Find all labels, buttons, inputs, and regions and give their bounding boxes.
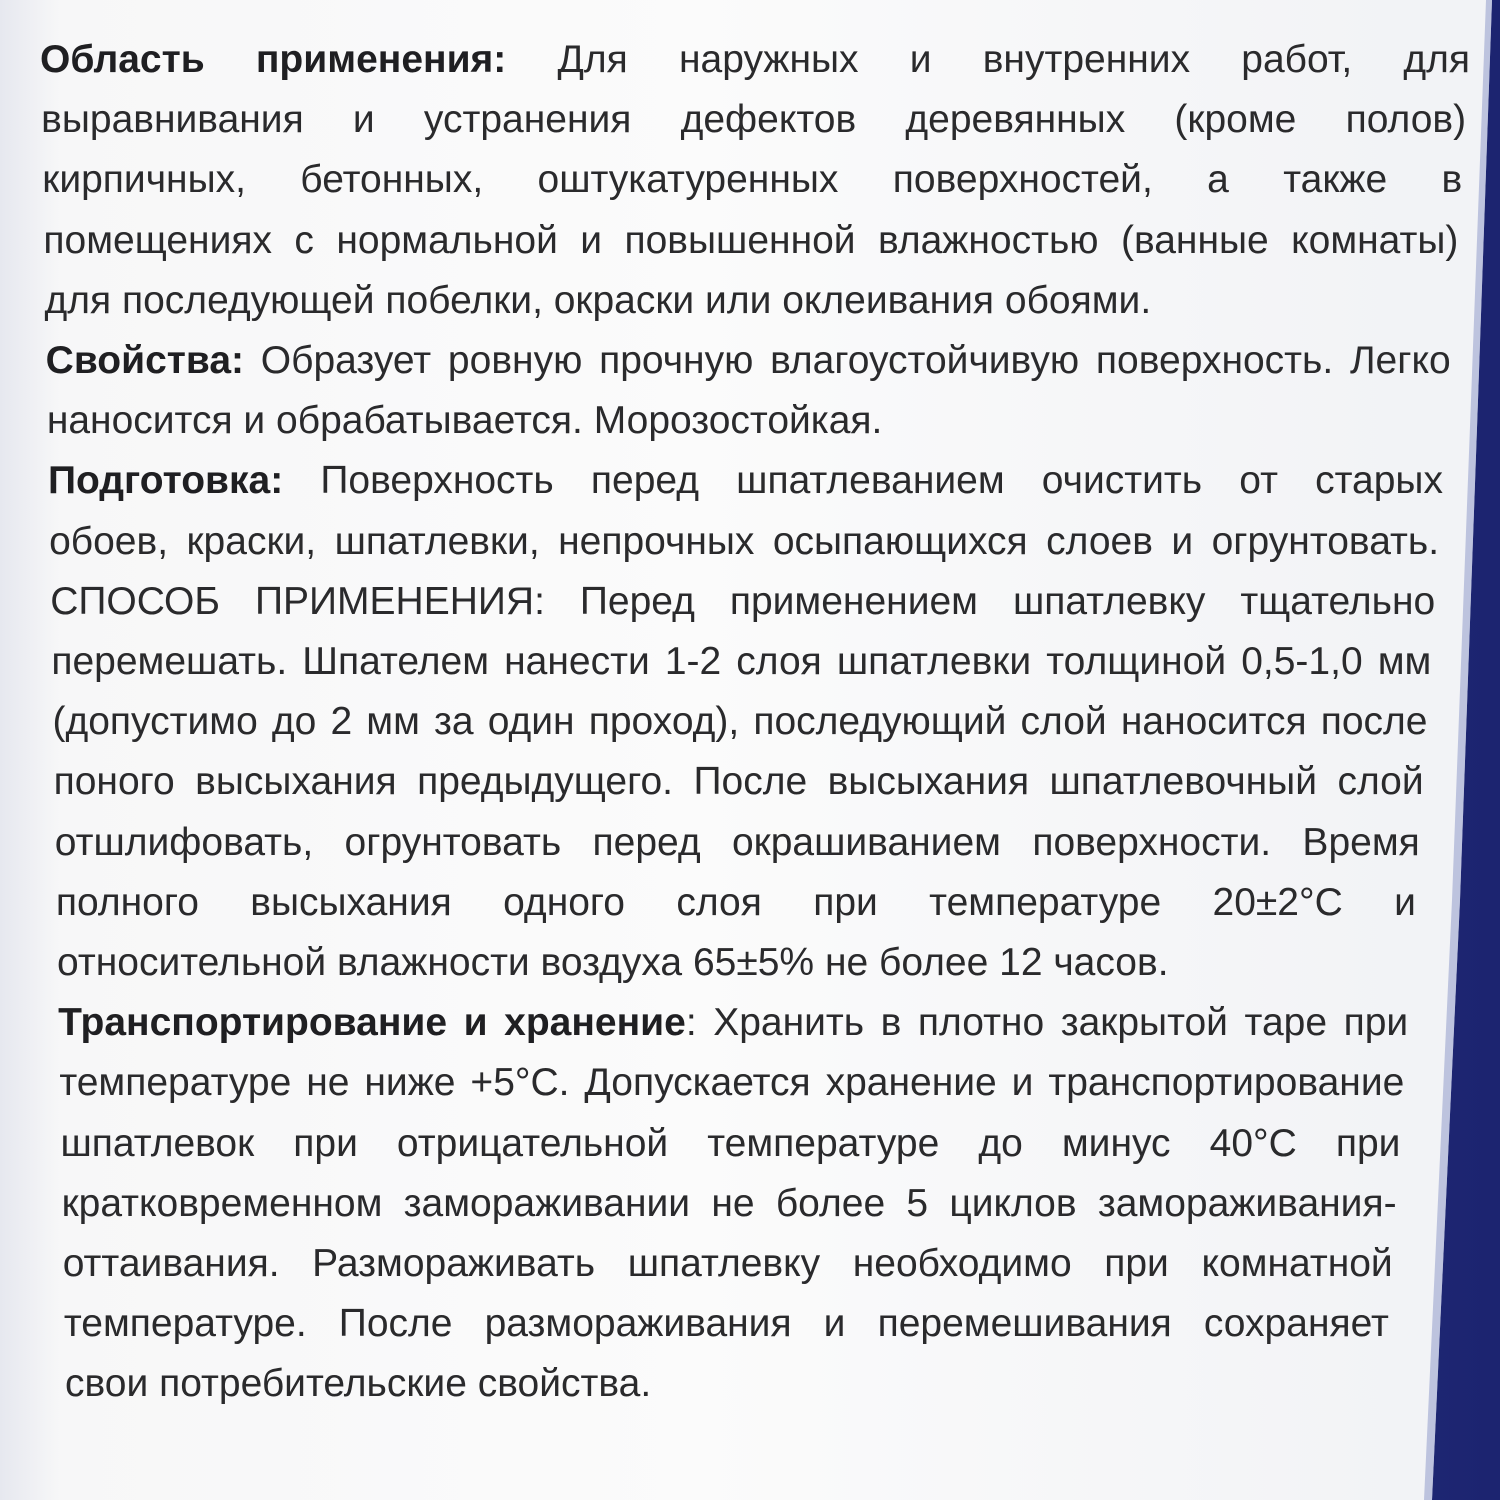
line-text: отшлифовать, огрунтовать перед окрашиванием поверхности. Время [54,820,1420,864]
text-line [46,333,1451,389]
text-line [43,213,1458,269]
text-line [62,1176,1397,1232]
line-text: Поверхность перед шпатлеванием очистить от старых [283,459,1443,503]
line-text: свои потребительские свойства. [65,1362,652,1406]
line-text: температуре не ниже +5°С. Допускается хранение и транспортирование [59,1061,1405,1105]
line-text: относительной влажности воздуха 65±5% не более 12 часов. [57,941,1169,984]
line-text: (допустимо до 2 мм за один проход), последующий слой наносится после [52,700,1428,744]
line-text: Для наружных и внутренних работ, для [506,38,1471,81]
line-text: Образует ровную прочную влагоустойчивую поверхность. Легко [244,339,1451,382]
text-line [51,634,1431,690]
text-line [59,1055,1404,1111]
line-text: полного высыхания одного слоя при температуре 20±2°С и [55,880,1416,924]
line-text: температуре. После размораживания и перемешивания сохраняет [63,1302,1389,1346]
line-text: помещениях с нормальной и повышенной влажностью (ванные комнаты) [43,218,1459,262]
line-text: оттаивания. Размораживать шпатлевку необходимо при комнатной [62,1242,1393,1285]
line-text: обоев, краски, шпатлевки, непрочных осыпающихся слоев и огрунтовать. [49,519,1440,563]
section-label: Подготовка: [47,459,284,503]
text-line [57,935,1412,991]
text-line [48,453,1443,509]
line-text: перемешать. Шпателем нанести 1-2 слоя шпатлевки толщиной 0,5-1,0 мм [51,640,1432,683]
text-line [60,1116,1400,1172]
text-line [53,694,1428,750]
text-line [65,1356,1385,1412]
line-text: кирпичных, бетонных, оштукатуренных поверхностей, а также в [42,158,1463,202]
text-line [58,995,1408,1051]
line-text: поного высыхания предыдущего. После высыхания шпатлевочный слой [53,760,1424,804]
line-text: для последующей побелки, окраски или оклеивания обоями. [44,278,1152,322]
text-line [47,393,1447,449]
text-line [42,152,1462,208]
section-label: Свойства: [45,339,245,382]
text-line [63,1236,1393,1292]
text-line [41,92,1466,148]
text-line [49,514,1439,570]
text-line [55,815,1420,871]
line-text: кратковременном замораживании не более 5 циклов замораживания- [61,1181,1397,1225]
section-label: Транспортирование и хранение [58,1001,686,1045]
text-line [45,273,1455,329]
line-text: : Хранить в плотно закрытой таре при [685,1001,1409,1045]
line-text: наносится и обрабатывается. Морозостойкая. [46,399,883,443]
text-line [56,875,1416,931]
section-label: Область применения: [40,38,507,81]
line-text: СПОСОБ ПРИМЕНЕНИЯ: Перед применением шпатлевку тщательно [50,579,1436,623]
text-line [50,574,1435,630]
line-text: шпатлевок при отрицательной температуре до минус 40°С при [60,1121,1401,1165]
text-line [54,754,1424,810]
line-text: выравнивания и устранения дефектов деревянных (кроме полов) [41,98,1467,142]
text-line [64,1296,1389,1352]
text-line [40,32,1470,88]
